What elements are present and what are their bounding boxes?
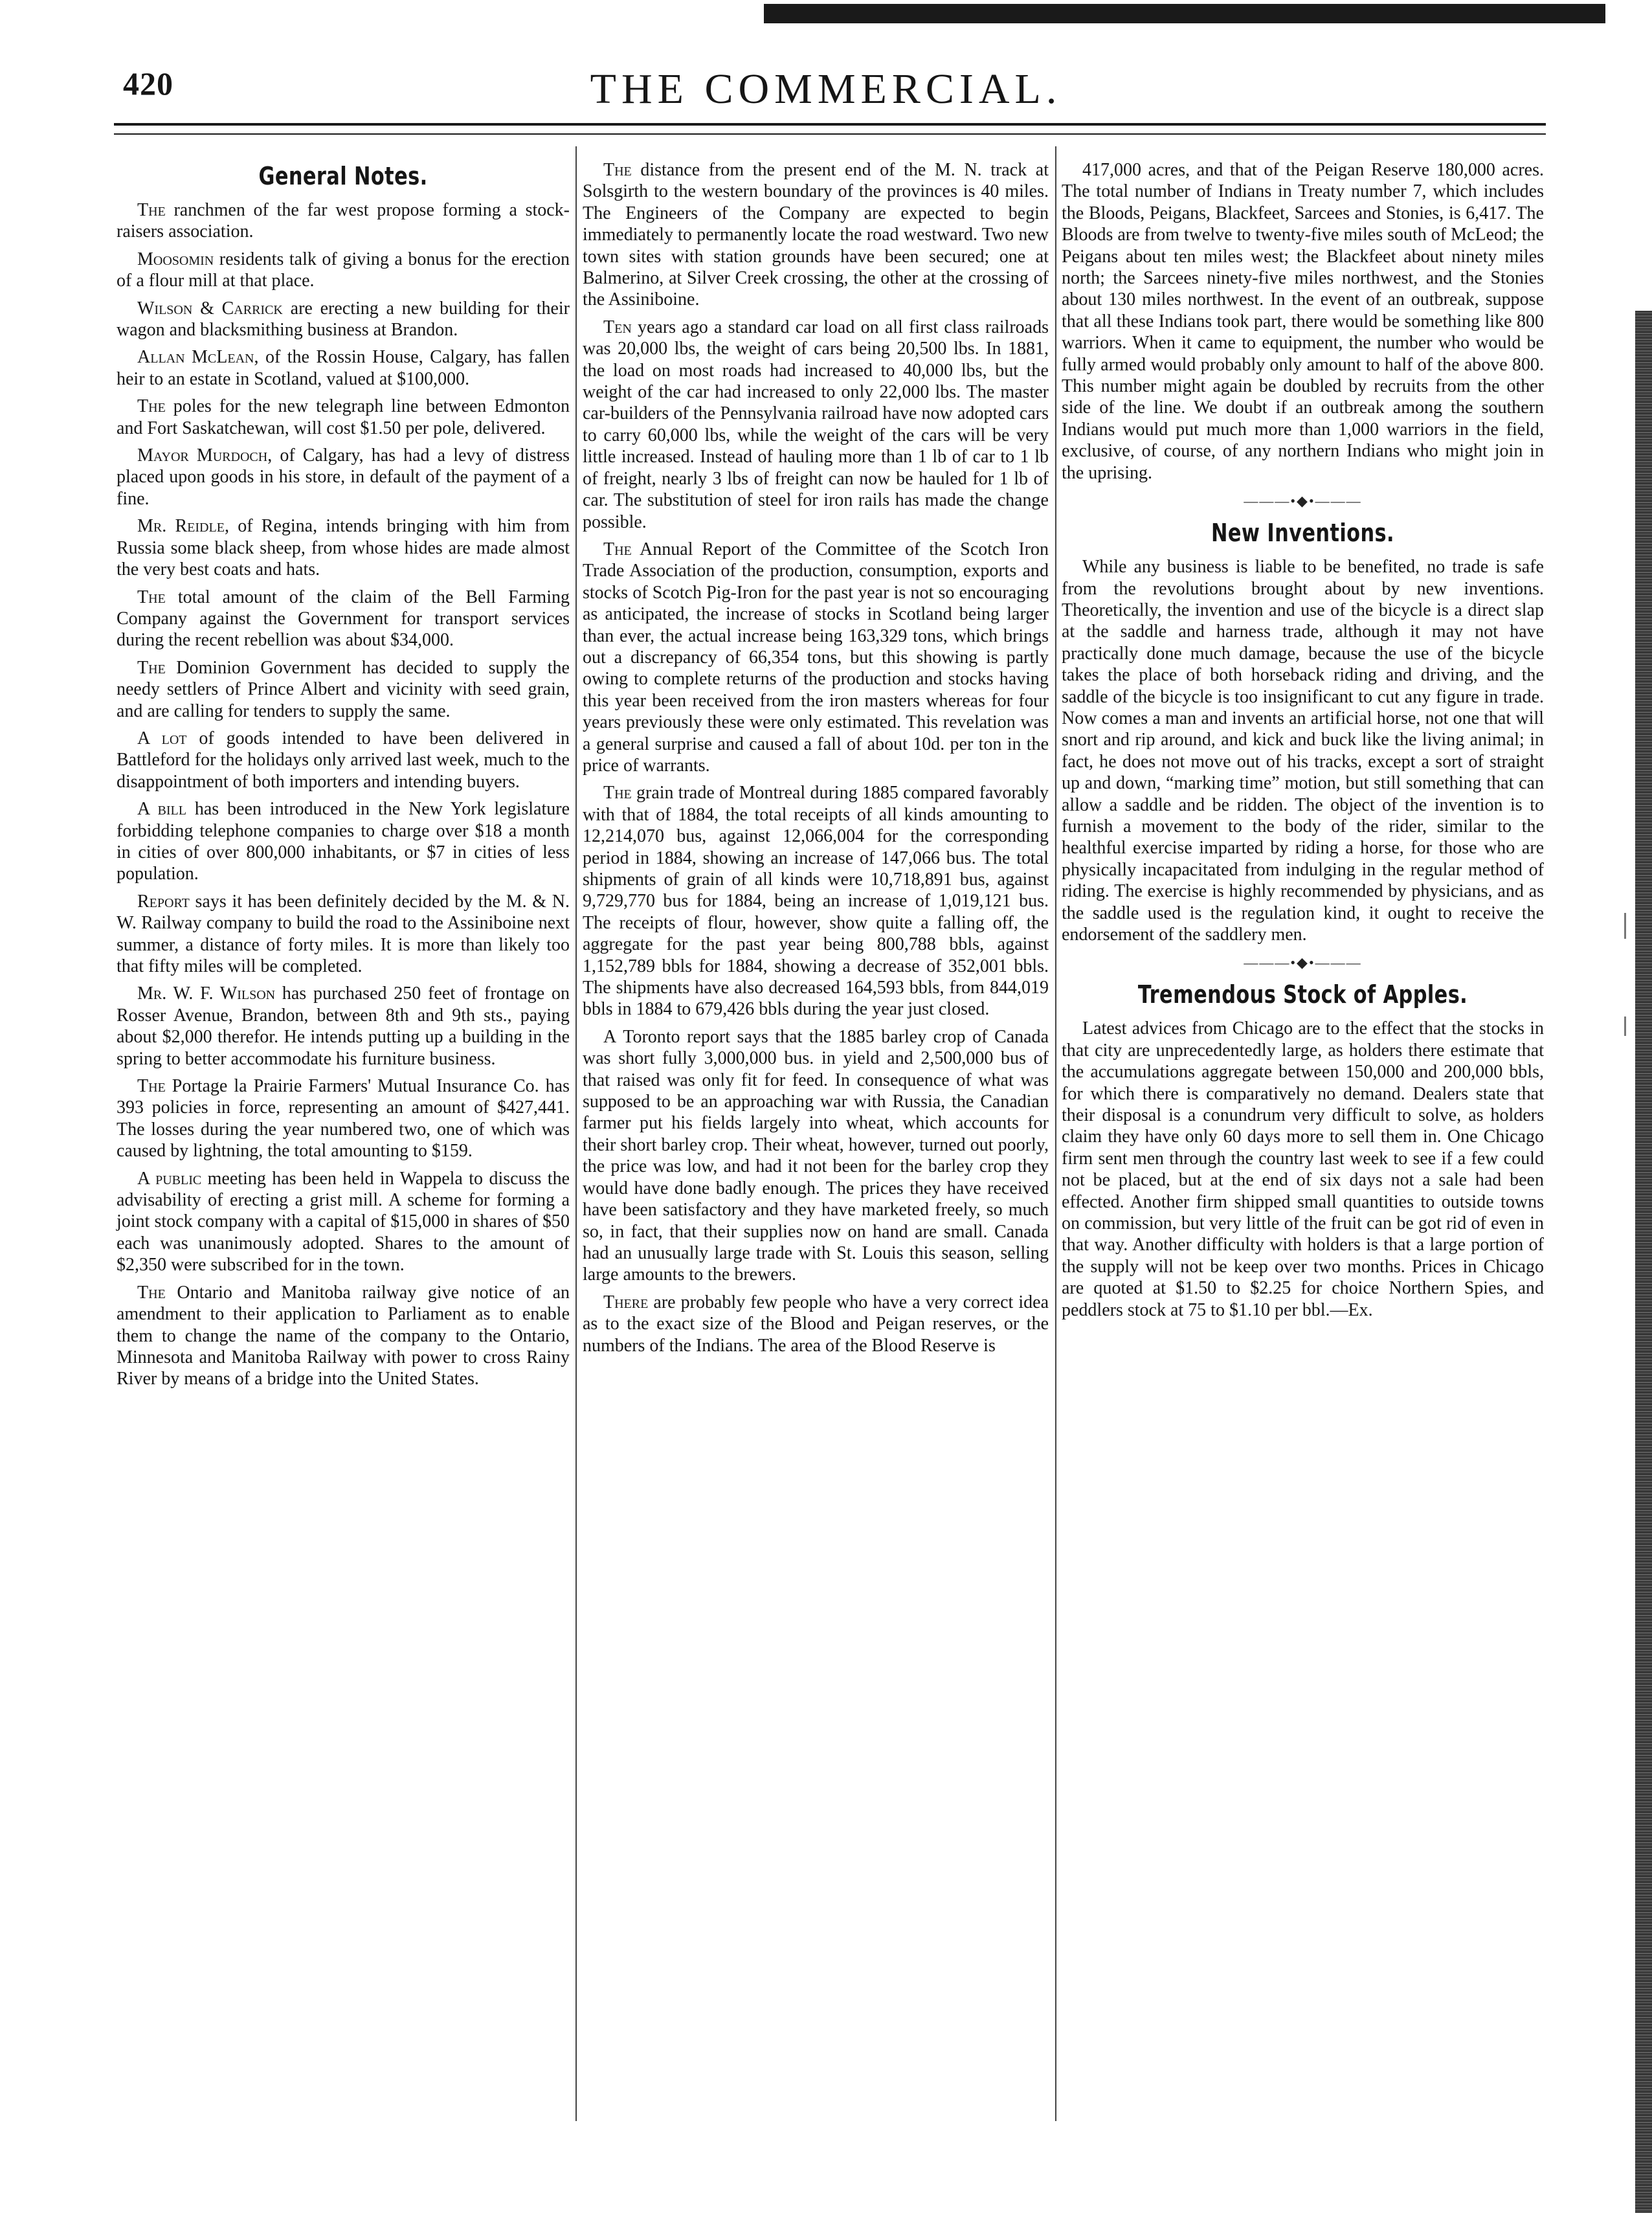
article-paragraph <box>583 317 1049 533</box>
paragraph-lead: Moosomin <box>137 249 214 269</box>
paragraph-lead: Report <box>137 891 190 912</box>
header-rule-bottom <box>114 133 1546 135</box>
paragraph-text: Ontario and Manitoba railway give notice of an amendment to their application to Parliament as to enable them to change the name of the company to the Ontario, Minnesota and Manitoba Railway with power to cross Rainy River by means of a bridge into the United States. <box>117 1282 570 1389</box>
paragraph-text: years ago a standard car load on all first class railroads was 20,000 lbs, the weight of cars being 20,500 lbs. In 1881, the load on most roads had increased to 40,000 lbs, but the weight of the car had increased to only 22,000 lbs. The master car-builders of the Pennsylvania railroad have now adopted cars to carry 60,000 lbs, while the weight of the cars will be very little increased. Instead of hauling more than 1 lb of car to 1 lb of freight, nearly 3 lbs of freight can now be hauled for 1 lb of car. The substitution of steel for iron rails has made the change possible. <box>583 317 1049 532</box>
article-body <box>1062 1018 1544 1321</box>
scan-mark <box>1624 1017 1626 1036</box>
paragraph-text: total amount of the claim of the Bell Farming Company against the Government for transport services during the recent rebellion was about $34,000. <box>117 587 570 651</box>
article-paragraph <box>583 539 1049 776</box>
article-paragraph <box>1062 159 1544 484</box>
article-paragraph <box>117 249 570 292</box>
article-list <box>583 159 1049 1356</box>
article-paragraph <box>117 657 570 722</box>
paragraph-text: Toronto report says that the 1885 barley crop of Canada was short fully 3,000,000 bus. in yield and 2,500,000 bus of that raised was only fit for feed. In consequence of what was supposed to be an approaching war with Russia, the Canadian farmer put his fields largely into wheat, which accounts for their short barley crop. Their wheat, however, turned out poorly, the price was low, and had it not been for the barley crop they would have done badly enough. The prices they have received have been satisfactory and they have marketed freely, so much so, in fact, that their supplies now on hand are small. Canada had an unusually large trade with St. Louis this season, selling large amounts to the brewers. <box>583 1026 1049 1285</box>
paragraph-lead: Mr. Reidle <box>137 516 225 537</box>
paragraph-lead: The <box>137 1282 166 1303</box>
paragraph-text: has been introduced in the New York legislature forbidding telephone companies to charge over $18 a month in cities of over 800,000 inhabitants, or $7 in cities of less population. <box>117 799 570 884</box>
paragraph-text: are probably few people who have a very correct idea as to the exact size of the Blood and Peigan reserves, or the numbers of the Indians. The area of the Blood Reserve is <box>583 1292 1049 1356</box>
section-heading: New Inventions. <box>1211 519 1394 548</box>
article-paragraph <box>583 1026 1049 1286</box>
paragraph-text: residents talk of giving a bonus for the erection of a flour mill at that place. <box>117 249 570 291</box>
paragraph-lead: Mr. W. F. Wilson <box>137 983 276 1004</box>
article-paragraph <box>117 728 570 792</box>
article-paragraph <box>583 159 1049 311</box>
column-middle <box>583 159 1049 1362</box>
paragraph-lead: Ten <box>603 317 632 337</box>
paragraph-text: While any business is liable to be benefited, no trade is safe from the revolutions brought about by new inventions. Theoretically, the invention and use of the bicycle is a direct slap at the saddle and harness trade, although it may not have practically done much damage, because the use of the bicycle takes the place of both horseback riding and driving, and the saddle of the bicycle is too insignificant to cut any figure in trade. Now comes a man and invents an artificial horse, not one that will snort and rip around, and kick and buck like the living animal; in fact, he does not move out of his tracks, except a sort of straight up and down, “marking time” motion, but still something that can allow a saddle and be ridden. The object of the invention is to furnish a movement to the body of the rider, similar to the healthful exercise imparted by riding a horse, for those who are physically incapacitated from indulging in the regular method of riding. The exercise is highly recommended by physicians, and as the saddle used is the regulation kind, it ought to receive the endorsement of the saddlery men. <box>1062 557 1544 945</box>
paragraph-text: , of Regina, intends bringing with him from Russia some black sheep, from whose hides are made almost the very best coats and hats. <box>117 516 570 580</box>
paragraph-lead: Mayor Murdoch <box>137 445 268 466</box>
article-paragraph <box>117 298 570 341</box>
paragraph-text: 417,000 acres, and that of the Peigan Reserve 180,000 acres. The total number of Indians in Treaty number 7, which includes the Bloods, Peigans, Blackfeet, Sarcees and Stonies, is 6,417. The Bloods are from twelve to twenty-five miles south of McLeod; the Peigans about ten miles west; the Blackfeet about ninety miles north; the Sarcees ninety-five miles northwest, and the Stonies about 130 miles northwest. In the event of an outbreak, suppose that all these Indians took part, there would be something like 800 warriors. When it came to equipment, the number who would be fully armed would probably only amount to half of the above 800. This number might again be doubled by recruits from the other side of the line. We doubt if an outbreak among the southern Indians would put much more than 1,000 warriors in the field, exclusive, of course, of any northern Indians who might join in the uprising. <box>1062 160 1544 483</box>
article-paragraph <box>117 1282 570 1390</box>
page-number: 420 <box>123 65 173 102</box>
paragraph-text: Portage la Prairie Farmers' Mutual Insurance Co. has 393 policies in force, representing an amount of $427,441. The losses during the year numbered two, one of which was caused by lightning, the total amounting to $159. <box>117 1076 570 1162</box>
column-separator <box>1055 146 1056 2121</box>
paragraph-lead: Wilson & Carrick <box>137 298 283 319</box>
article-paragraph <box>117 445 570 510</box>
section-heading: General Notes. <box>258 162 428 190</box>
scan-mark <box>1624 913 1626 939</box>
paragraph-text: ranchmen of the far west propose forming a stock-raisers association. <box>117 200 570 242</box>
section-ornament: ———•◆•——— <box>1244 954 1362 971</box>
article-paragraph <box>117 983 570 1070</box>
paragraph-text: of goods intended to have been delivered in Battleford for the holidays only arrived last week, much to the disappointment of both importers and intending buyers. <box>117 728 570 792</box>
top-edge-bar <box>764 4 1605 23</box>
paragraph-lead: The <box>603 160 632 180</box>
paragraph-text: has purchased 250 feet of frontage on Rosser Avenue, Brandon, between 8th and 9th sts., paying about $2,000 therefor. He intends putting up a building in the spring to better accommodate his furniture business. <box>117 983 570 1069</box>
article-list <box>117 199 570 1390</box>
paragraph-lead: A lot <box>137 728 187 748</box>
paragraph-text: grain trade of Montreal during 1885 compared favorably with that of 1884, the total receipts of all kinds amounting to 12,214,070 bus, against 12,066,004 for the corresponding period in 1884, showing an increase of 147,066 bus. The total shipments of grain of all kinds were 10,718,891 bus, against 9,729,770 bus for 1884, being an increase of 1,019,121 bus. The receipts of flour, however, show quite a falling off, the aggregate for the past year being 800,788 bbls, against 1,152,789 bbls for 1884, showing a decrease of 352,001 bbls. The shipments have also decreased 164,593 bbls, from 844,019 bbls in 1884 to 679,426 bbls during the year just closed. <box>583 783 1049 1020</box>
paragraph-lead: The <box>137 657 166 678</box>
article-paragraph <box>583 1292 1049 1356</box>
paragraph-text: says it has been definitely decided by the M. & N. W. Railway company to build the road to the Assiniboine next summer, a distance of forty miles. It is more than likely too that fifty miles will be completed. <box>117 891 570 976</box>
paragraph-lead: The <box>137 587 166 607</box>
paragraph-lead: A public <box>137 1168 202 1189</box>
article-paragraph <box>117 798 570 885</box>
article-paragraph <box>117 1168 570 1276</box>
column-separator <box>575 146 577 2121</box>
paragraph-lead: There <box>603 1292 649 1312</box>
section-heading: Tremendous Stock of Apples. <box>1137 980 1468 1009</box>
paragraph-lead: A <box>603 1026 617 1047</box>
paragraph-text: are erecting a new building for their wagon and blacksmithing business at Brandon. <box>117 298 570 341</box>
article-paragraph <box>117 396 570 439</box>
paragraph-lead: The <box>603 539 632 559</box>
article-continuation <box>1062 159 1544 484</box>
paragraph-text: poles for the new telegraph line between Edmonton and Fort Saskatchewan, will cost $1.50 per pole, delivered. <box>117 396 570 438</box>
article-paragraph <box>117 515 570 580</box>
article-paragraph <box>1062 556 1544 945</box>
paragraph-lead: Allan McLean <box>137 347 254 368</box>
paragraph-lead: The <box>603 783 632 803</box>
paragraph-text: distance from the present end of the M. N. track at Solsgirth to the western boundary of the provinces is 40 miles. The Engineers of the Company are expected to begin immediately to permanently locate the road westward. Two new town sites with station grounds have been secured; one at Balmerino, at Silver Creek crossing, the other at the crossing of the Assiniboine. <box>583 160 1049 310</box>
paragraph-text: , of Calgary, has had a levy of distress placed upon goods in his store, in default of the payment of a fine. <box>117 445 570 509</box>
column-general-notes <box>117 159 570 1396</box>
article-paragraph <box>117 587 570 651</box>
paragraph-lead: The <box>137 396 166 417</box>
column-right <box>1062 159 1544 1327</box>
paragraph-lead: The <box>137 200 166 220</box>
header-rule-top <box>114 123 1546 126</box>
article-paragraph <box>583 782 1049 1020</box>
article-paragraph <box>1062 1018 1544 1321</box>
masthead-title: THE COMMERCIAL. <box>590 65 1062 113</box>
paragraph-text: Latest advices from Chicago are to the effect that the stocks in that city are unprecedentedly large, as holders there estimate that the accumulations aggregate between 150,000 and 200,000 bbls, for which there is comparatively no demand. Dealers state that their disposal is a conundrum very difficult to solve, as holders claim they have only 60 days more to sell them in. One Chicago firm sent men through the country last week to see if a few could not be placed, but at the end of six days not a sale had been effected. Another firm shipped small quantities to outside towns on commission, but very little of the fruit can be got rid of even in that way. Another difficulty with holders is that a large portion of the supply will not be keep over two months. Prices in Chicago are quoted at $1.50 to $2.25 for choice Northern Spies, and peddlers stock at 75 to $1.10 per bbl.—Ex. <box>1062 1018 1544 1320</box>
article-paragraph <box>117 346 570 390</box>
article-paragraph <box>117 891 570 978</box>
scan-edge-shadow <box>1635 311 1652 2213</box>
paragraph-text: Annual Report of the Committee of the Scotch Iron Trade Association of the production, consumption, exports and stocks of Scotch Pig-Iron for the past year is not so encouraging as anticipated, the increase of stocks in Scotland being larger than ever, the actual increase being 163,329 tons, which brings out a discrepancy of 66,354 tons, but this showing is partly owing to complete returns of the production and stocks having this year been received from the iron masters whereas for four years previously these were only estimated. This revelation was a general surprise and caused a fall of about 10d. per ton in the price of warrants. <box>583 539 1049 776</box>
paragraph-text: meeting has been held in Wappela to discuss the advisability of erecting a grist mill. A scheme for forming a joint stock company with a capital of $15,000 in shares of $50 each was unanimously adopted. Shares to the amount of $2,350 were subscribed for in the town. <box>117 1168 570 1275</box>
paragraph-text: , of the Rossin House, Calgary, has fallen heir to an estate in Scotland, valued at $100,000. <box>117 347 570 389</box>
article-body <box>1062 556 1544 945</box>
paragraph-text: Dominion Government has decided to supply the needy settlers of Prince Albert and vicinity with seed grain, and are calling for tenders to supply the same. <box>117 657 570 721</box>
paragraph-lead: The <box>137 1076 166 1097</box>
paragraph-lead: A bill <box>137 799 186 820</box>
section-ornament: ———•◆•——— <box>1244 493 1362 510</box>
article-paragraph <box>117 1075 570 1162</box>
article-paragraph <box>117 199 570 243</box>
